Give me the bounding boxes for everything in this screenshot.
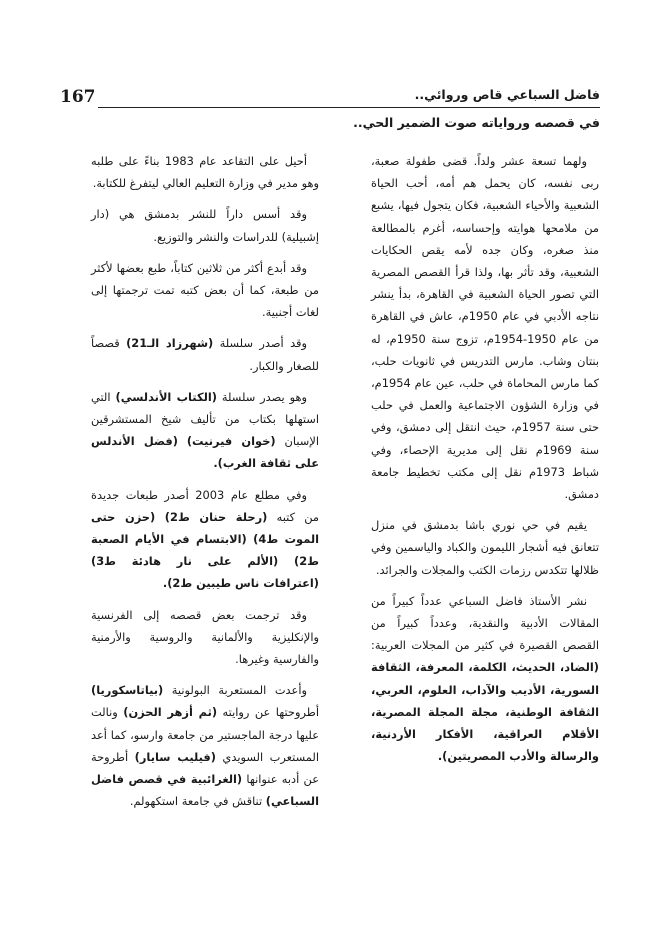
bold-title: (الغرائبية في قصص فاضل السباعي): [91, 772, 319, 809]
right-column: [371, 150, 599, 776]
text: تناقش في جامعة استكهولم.: [129, 794, 266, 809]
paragraph: وقد أبدع أكثر من ثلاثين كتاباً، طبع بعضها لأكثر من طبعة، كما أن بعض كتبه تمت ترجمتها إلى لغات أجنبية.: [91, 260, 319, 320]
text: وفي مطلع عام 2003 أصدر طبعات جديدة من كتبه: [91, 487, 320, 524]
text: أطروحة عن أدبه عنوانها: [91, 749, 319, 787]
bold-title: (ثم أزهر الحزن): [123, 705, 218, 720]
paragraph: [91, 386, 319, 475]
left-column: [91, 150, 319, 821]
bold-title: (رحلة حنان ط2) (حزن حتى الموت ط4) (الابتسام في الأيام الصعبة ط2) (الألم على نار هادئة ط3) (اعترافات ناس طيبين ط2).: [91, 509, 320, 591]
paragraph: يقيم في حي نوري باشا بدمشق في منزل تتعانق فيه أشجار الليمون والكباد والياسمين وفي ظلالها تتكدس رزمات الكتب والمجلات والجرائد.: [371, 518, 599, 577]
paragraph: وقد أسس داراً للنشر بدمشق هي (دار إشبيلية) للدراسات والنشر والتوزيع.: [91, 207, 319, 244]
running-head-line1: فاضل السباعي قاص وروائي..: [414, 87, 600, 102]
bold-title: (فضل الأندلس على ثقافة الغرب).: [91, 434, 319, 471]
page-number: 167: [60, 87, 96, 107]
magazines-list: (الضاد، الحديث، الكلمة، المعرفة، الثقافة السورية، الأديب والآداب، العلوم، العربي، الثقافة الوطنية، مجلة المجلة المصرية، الأقلام العراقية، الأفكار الأردنية، والرسالة والأدب المصريتين).: [371, 660, 599, 764]
paragraph: [91, 332, 319, 376]
text: قصصاً للصغار والكبار.: [91, 336, 319, 373]
paragraph: ولهما تسعة عشر ولداً. قضى طفولة صعبة، ربى نفسه، كان يحمل هم أمه، أحب الحياة الشعبية والأحياء الشعبية، فكان يتجول فيها، يشبع من ملامحها هوايته وإحساسه، أغرم بالمطالعة منذ صغره، وكان جده لأمه يقص الحكايات الشعبية، وقد تأثر بها، ولذا قرأ القصص المصرية التي تصور الحياة الشعبية في القاهرة، بدأ ينشر نتاجه الأدبي في عام 1950م، عاش في القاهرة من عام 1950-1954م، تزوج سنة 1950م، له بنتان وشاب. مارس التدريس في ثانويات حلب، كما مارس المحاماة في حلب، عين عام 1954م، في وزارة الشؤون الاجتماعية والعمل في حلب حتى سنة 1957م، حيث انتقل إلى دمشق، وفي سنة 1969م نقل إلى مديرية الإحصاء، وفي شباط 1973م نقل إلى مكتب تخطيط جامعة دمشق.: [371, 154, 599, 502]
text: وهو يصدر سلسلة: [216, 389, 308, 404]
bold-title: (بياتاسكوريا): [91, 683, 164, 698]
paragraph: [371, 590, 599, 768]
text: وأعدت المستعربة البولونية: [163, 683, 307, 698]
text: [178, 434, 187, 448]
paragraph-text: نشر الأستاذ فاضل السباعي عدداً كبيراً من المقالات الأدبية والنقدية، وعدداً كبيراً من القصص القصيرة في كثير من المجلات العربية:: [371, 593, 599, 653]
paragraph: وقد ترجمت بعض قصصه إلى الفرنسية والإنكليزية والألمانية والروسية والأرمنية والفارسية وغيرها.: [91, 607, 319, 667]
paragraph: [91, 484, 319, 595]
header-rule: [98, 107, 600, 108]
paragraph: [91, 679, 319, 812]
text: ونالت عليها درجة الماجستير من جامعة وارسو، كما أعد المستعرب السويدي: [91, 705, 319, 764]
bold-title: (فيليب سايار): [134, 749, 216, 764]
bold-title: (شهرزاد الـ21): [126, 336, 214, 351]
bold-title: (الكتاب الأندلسي): [115, 389, 217, 404]
bold-title: (خوان فيرنيت): [186, 434, 276, 449]
text: أطروحتها عن روايته: [217, 705, 319, 720]
page-header: [60, 86, 600, 132]
text: وقد أصدر سلسلة: [213, 336, 307, 351]
running-head-line2: في قصصه ورواياته صوت الضمير الحي..: [353, 115, 600, 130]
text: التي استهلها بكتاب من تأليف شيخ المستشرقين الإسبان: [91, 389, 319, 449]
paragraph: أحيل على التقاعد عام 1983 بناءً على طلبه وهو مدير في وزارة التعليم العالي ليتفرغ للكتابة.: [91, 154, 319, 191]
